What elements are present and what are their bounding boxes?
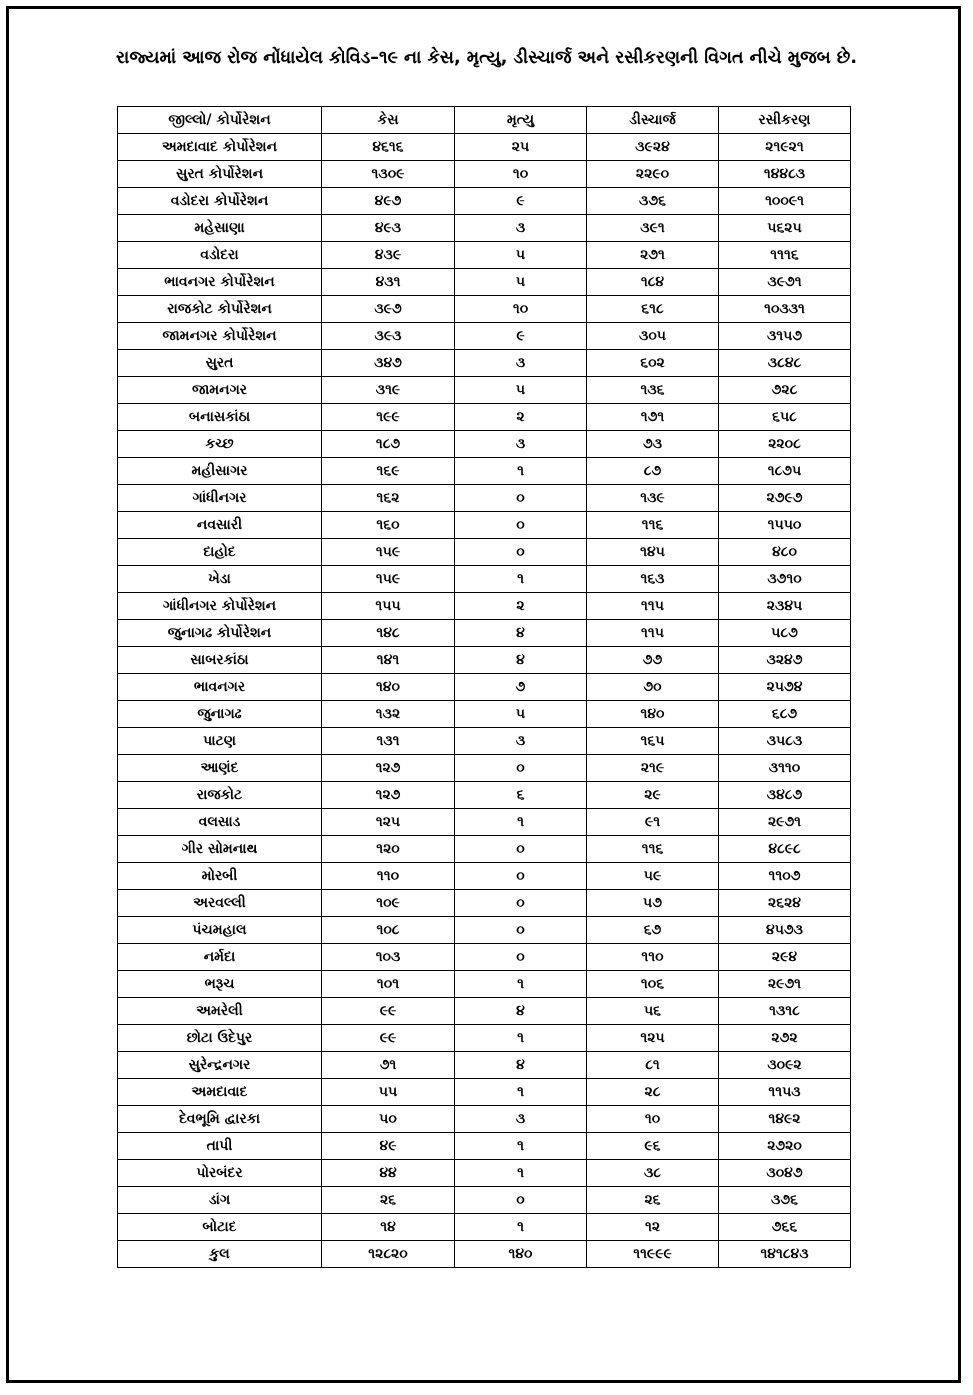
discharge-cell: ૧૧૫ (587, 593, 719, 620)
deaths-cell: ૩ (455, 215, 587, 242)
deaths-cell: ૪ (455, 998, 587, 1025)
deaths-cell: ૩ (455, 350, 587, 377)
cases-cell: ૪૩૯ (322, 242, 455, 269)
vaccination-cell: ૪૮૯૮ (719, 836, 851, 863)
vaccination-cell: ૫૬૨૫ (719, 215, 851, 242)
discharge-cell: ૬૦૨ (587, 350, 719, 377)
table-row (118, 1214, 851, 1241)
vaccination-cell: ૫૮૭ (719, 620, 851, 647)
table-row (118, 1160, 851, 1187)
cases-cell: ૪૬૧૬ (322, 134, 455, 161)
vaccination-cell: ૧૪૪૮૩ (719, 161, 851, 188)
table-row (118, 647, 851, 674)
discharge-cell: ૧૧૬ (587, 512, 719, 539)
discharge-cell: ૧૨૫ (587, 1025, 719, 1052)
vaccination-cell: ૧૮૭૫ (719, 458, 851, 485)
district-cell: સાબરકાંઠા (118, 647, 322, 674)
district-cell: વલસાડ (118, 809, 322, 836)
district-cell: નવસારી (118, 512, 322, 539)
table-row (118, 971, 851, 998)
district-cell: દેવભૂમિ દ્વારકા (118, 1106, 322, 1133)
district-cell: ડાંગ (118, 1187, 322, 1214)
deaths-cell: ૧ (455, 1160, 587, 1187)
vaccination-cell: ૨૬૨૪ (719, 890, 851, 917)
vaccination-cell: ૧૦૩૩૧ (719, 296, 851, 323)
deaths-cell: ૦ (455, 1187, 587, 1214)
discharge-cell: ૩૯૨૪ (587, 134, 719, 161)
district-cell: રાજકોટ (118, 782, 322, 809)
table-row (118, 890, 851, 917)
cases-cell: ૪૯૩ (322, 215, 455, 242)
discharge-cell: ૯૧ (587, 809, 719, 836)
discharge-cell: ૨૭૧ (587, 242, 719, 269)
deaths-cell: ૭ (455, 674, 587, 701)
covid-data-table (117, 106, 851, 1268)
discharge-cell: ૧૧૯૯૯ (587, 1241, 719, 1268)
deaths-cell: ૬ (455, 782, 587, 809)
deaths-cell: ૦ (455, 944, 587, 971)
table-row (118, 1133, 851, 1160)
table-body (118, 134, 851, 1268)
table-row (118, 836, 851, 863)
district-cell: કુલ (118, 1241, 322, 1268)
district-cell: જુનાગઢ (118, 701, 322, 728)
vaccination-cell: ૩૮૪૮ (719, 350, 851, 377)
table-row (118, 809, 851, 836)
cases-cell: ૩૪૭ (322, 350, 455, 377)
district-cell: રાજકોટ કોર્પોરેશન (118, 296, 322, 323)
vaccination-cell: ૪૮૦ (719, 539, 851, 566)
discharge-cell: ૧૦૬ (587, 971, 719, 998)
district-cell: અમદાવાદ કોર્પોરેશન (118, 134, 322, 161)
deaths-cell: ૫ (455, 377, 587, 404)
deaths-cell: ૩ (455, 1106, 587, 1133)
deaths-cell: ૫ (455, 269, 587, 296)
deaths-cell: ૦ (455, 917, 587, 944)
cases-cell: ૪૯ (322, 1133, 455, 1160)
deaths-cell: ૦ (455, 836, 587, 863)
district-cell: ભાવનગર કોર્પોરેશન (118, 269, 322, 296)
district-cell: ભાવનગર (118, 674, 322, 701)
deaths-cell: ૨ (455, 593, 587, 620)
discharge-cell: ૭૩ (587, 431, 719, 458)
table-row (118, 728, 851, 755)
header-district: જીલ્લો/ કોર્પોરેશન (118, 107, 322, 134)
district-cell: અમદાવાદ (118, 1079, 322, 1106)
vaccination-cell: ૨૯૭૧ (719, 809, 851, 836)
deaths-cell: ૦ (455, 512, 587, 539)
deaths-cell: ૧ (455, 1214, 587, 1241)
deaths-cell: ૦ (455, 863, 587, 890)
table-row (118, 269, 851, 296)
table-row (118, 620, 851, 647)
discharge-cell: ૧૧૫ (587, 620, 719, 647)
vaccination-cell: ૩૧૧૦ (719, 755, 851, 782)
vaccination-cell: ૧૦૦૯૧ (719, 188, 851, 215)
cases-cell: ૧૫૫ (322, 593, 455, 620)
district-cell: છોટા ઉદેપુર (118, 1025, 322, 1052)
discharge-cell: ૨૯ (587, 782, 719, 809)
header-vaccination: રસીકરણ (719, 107, 851, 134)
cases-cell: ૧૧૦ (322, 863, 455, 890)
total-row (118, 1241, 851, 1268)
cases-cell: ૧૮૭ (322, 431, 455, 458)
header-discharge: ડીસ્ચાર્જ (587, 107, 719, 134)
discharge-cell: ૧૩૯ (587, 485, 719, 512)
cases-cell: ૧૪ (322, 1214, 455, 1241)
table-row (118, 701, 851, 728)
vaccination-cell: ૨૭૯૭ (719, 485, 851, 512)
cases-cell: ૧૨૭ (322, 755, 455, 782)
header-deaths: મૃત્યુ (455, 107, 587, 134)
cases-cell: ૩૯૩ (322, 323, 455, 350)
cases-cell: ૧૨૫ (322, 809, 455, 836)
table-row (118, 431, 851, 458)
district-cell: જુનાગઢ કોર્પોરેશન (118, 620, 322, 647)
table-row (118, 917, 851, 944)
discharge-cell: ૨૧૯ (587, 755, 719, 782)
table-row (118, 161, 851, 188)
vaccination-cell: ૧૫૫૦ (719, 512, 851, 539)
table-row (118, 458, 851, 485)
deaths-cell: ૨૫ (455, 134, 587, 161)
table-row (118, 377, 851, 404)
discharge-cell: ૧૭૧ (587, 404, 719, 431)
table-row (118, 755, 851, 782)
deaths-cell: ૦ (455, 485, 587, 512)
district-cell: મોરબી (118, 863, 322, 890)
discharge-cell: ૧૩૬ (587, 377, 719, 404)
table-row (118, 566, 851, 593)
table-row (118, 350, 851, 377)
table-row (118, 593, 851, 620)
cases-cell: ૧૨૦ (322, 836, 455, 863)
cases-cell: ૩૯૭ (322, 296, 455, 323)
vaccination-cell: ૩૭૬ (719, 1187, 851, 1214)
vaccination-cell: ૨૭૨ (719, 1025, 851, 1052)
vaccination-cell: ૨૫૭૪ (719, 674, 851, 701)
vaccination-cell: ૧૪૧૮૪૩ (719, 1241, 851, 1268)
table-row (118, 539, 851, 566)
cases-cell: ૧૩૧ (322, 728, 455, 755)
deaths-cell: ૧૦ (455, 296, 587, 323)
table-row (118, 944, 851, 971)
table-row (118, 674, 851, 701)
discharge-cell: ૧૦ (587, 1106, 719, 1133)
vaccination-cell: ૬૮૭ (719, 701, 851, 728)
deaths-cell: ૧ (455, 809, 587, 836)
table-row (118, 1106, 851, 1133)
deaths-cell: ૧ (455, 1025, 587, 1052)
vaccination-cell: ૨૩૪૫ (719, 593, 851, 620)
deaths-cell: ૧ (455, 971, 587, 998)
discharge-cell: ૬૧૮ (587, 296, 719, 323)
discharge-cell: ૧૮૪ (587, 269, 719, 296)
discharge-cell: ૧૧૦ (587, 944, 719, 971)
vaccination-cell: ૨૯૪ (719, 944, 851, 971)
deaths-cell: ૧૦ (455, 161, 587, 188)
district-cell: સુરત (118, 350, 322, 377)
district-cell: પંચમહાલ (118, 917, 322, 944)
table-row (118, 323, 851, 350)
discharge-cell: ૬૭ (587, 917, 719, 944)
vaccination-cell: ૧૪૯૨ (719, 1106, 851, 1133)
discharge-cell: ૩૭૬ (587, 188, 719, 215)
district-cell: વડોદરા કોર્પોરેશન (118, 188, 322, 215)
district-cell: મહીસાગર (118, 458, 322, 485)
deaths-cell: ૯ (455, 188, 587, 215)
cases-cell: ૩૧૯ (322, 377, 455, 404)
cases-cell: ૧૦૯ (322, 890, 455, 917)
table-row (118, 242, 851, 269)
cases-cell: ૧૦૩ (322, 944, 455, 971)
discharge-cell: ૧૪૦ (587, 701, 719, 728)
discharge-cell: ૮૧ (587, 1052, 719, 1079)
table-row (118, 404, 851, 431)
deaths-cell: ૩ (455, 431, 587, 458)
district-cell: ગીર સોમનાથ (118, 836, 322, 863)
vaccination-cell: ૧૧૫૩ (719, 1079, 851, 1106)
discharge-cell: ૫૭ (587, 890, 719, 917)
table-row (118, 485, 851, 512)
document-title: રાજ્યમાં આજ રોજ નોંધાયેલ કોવિડ–૧૯ ના કેસ, મૃત્યુ, ડીસ્ચાર્જ અને રસીકરણની વિગત નીચે મુજબ છે. (116, 48, 857, 68)
district-cell: બનાસકાંઠા (118, 404, 322, 431)
deaths-cell: ૧ (455, 566, 587, 593)
discharge-cell: ૧૪૫ (587, 539, 719, 566)
deaths-cell: ૧ (455, 1133, 587, 1160)
discharge-cell: ૧૨ (587, 1214, 719, 1241)
cases-cell: ૧૫૯ (322, 566, 455, 593)
vaccination-cell: ૧૩૧૮ (719, 998, 851, 1025)
deaths-cell: ૫ (455, 242, 587, 269)
district-cell: દાહોદ (118, 539, 322, 566)
discharge-cell: ૧૬૫ (587, 728, 719, 755)
cases-cell: ૧૬૦ (322, 512, 455, 539)
discharge-cell: ૩૦૫ (587, 323, 719, 350)
discharge-cell: ૨૬ (587, 1187, 719, 1214)
deaths-cell: ૪ (455, 647, 587, 674)
deaths-cell: ૦ (455, 539, 587, 566)
deaths-cell: ૦ (455, 890, 587, 917)
deaths-cell: ૧ (455, 458, 587, 485)
cases-cell: ૧૨૮૨૦ (322, 1241, 455, 1268)
deaths-cell: ૦ (455, 755, 587, 782)
discharge-cell: ૮૭ (587, 458, 719, 485)
cases-cell: ૧૬૯ (322, 458, 455, 485)
district-cell: વડોદરા (118, 242, 322, 269)
vaccination-cell: ૨૭૨૦ (719, 1133, 851, 1160)
district-cell: આણંદ (118, 755, 322, 782)
cases-cell: ૧૨૭ (322, 782, 455, 809)
table-row (118, 188, 851, 215)
district-cell: જામનગર (118, 377, 322, 404)
header-cases: કેસ (322, 107, 455, 134)
district-cell: સુરત કોર્પોરેશન (118, 161, 322, 188)
cases-cell: ૧૯૯ (322, 404, 455, 431)
cases-cell: ૯૯ (322, 998, 455, 1025)
vaccination-cell: ૩૪૮૭ (719, 782, 851, 809)
vaccination-cell: ૩૭૧૦ (719, 566, 851, 593)
cases-cell: ૧૦૧ (322, 971, 455, 998)
vaccination-cell: ૨૨૦૮ (719, 431, 851, 458)
discharge-cell: ૧૬૩ (587, 566, 719, 593)
cases-cell: ૨૬ (322, 1187, 455, 1214)
discharge-cell: ૧૧૬ (587, 836, 719, 863)
table-row (118, 296, 851, 323)
discharge-cell: ૫૬ (587, 998, 719, 1025)
vaccination-cell: ૧૧૧૬ (719, 242, 851, 269)
district-cell: ભરૂચ (118, 971, 322, 998)
district-cell: અરવલ્લી (118, 890, 322, 917)
table-row (118, 1187, 851, 1214)
district-cell: ખેડા (118, 566, 322, 593)
cases-cell: ૧૪૦ (322, 674, 455, 701)
cases-cell: ૧૪૧ (322, 647, 455, 674)
table-row (118, 1079, 851, 1106)
cases-cell: ૧૩૨ (322, 701, 455, 728)
vaccination-cell: ૭૨૮ (719, 377, 851, 404)
vaccination-cell: ૩૫૮૩ (719, 728, 851, 755)
discharge-cell: ૨૨૯૦ (587, 161, 719, 188)
vaccination-cell: ૧૧૦૭ (719, 863, 851, 890)
district-cell: સુરેન્દ્રનગર (118, 1052, 322, 1079)
deaths-cell: ૧ (455, 1079, 587, 1106)
deaths-cell: ૫ (455, 701, 587, 728)
district-cell: અમરેલી (118, 998, 322, 1025)
deaths-cell: ૧૪૦ (455, 1241, 587, 1268)
discharge-cell: ૩૮ (587, 1160, 719, 1187)
discharge-cell: ૭૦ (587, 674, 719, 701)
cases-cell: ૧૪૮ (322, 620, 455, 647)
discharge-cell: ૭૭ (587, 647, 719, 674)
vaccination-cell: ૨૧૯૨૧ (719, 134, 851, 161)
deaths-cell: ૩ (455, 728, 587, 755)
discharge-cell: ૯૬ (587, 1133, 719, 1160)
table-row (118, 512, 851, 539)
cases-cell: ૪૯૭ (322, 188, 455, 215)
discharge-cell: ૨૮ (587, 1079, 719, 1106)
district-cell: જામનગર કોર્પોરેશન (118, 323, 322, 350)
table-row (118, 1025, 851, 1052)
vaccination-cell: ૪૫૭૩ (719, 917, 851, 944)
cases-cell: ૪૪ (322, 1160, 455, 1187)
cases-cell: ૧૬૨ (322, 485, 455, 512)
table-row (118, 863, 851, 890)
district-cell: ગાંધીનગર (118, 485, 322, 512)
cases-cell: ૧૦૮ (322, 917, 455, 944)
vaccination-cell: ૭૬૬ (719, 1214, 851, 1241)
deaths-cell: ૪ (455, 620, 587, 647)
district-cell: ગાંધીનગર કોર્પોરેશન (118, 593, 322, 620)
table-row (118, 782, 851, 809)
vaccination-cell: ૩૦૯૨ (719, 1052, 851, 1079)
district-cell: નર્મદા (118, 944, 322, 971)
cases-cell: ૧૫૯ (322, 539, 455, 566)
cases-cell: ૧૩૦૯ (322, 161, 455, 188)
district-cell: મહેસાણા (118, 215, 322, 242)
cases-cell: ૪૩૧ (322, 269, 455, 296)
vaccination-cell: ૨૯૭૧ (719, 971, 851, 998)
vaccination-cell: ૩૨૪૭ (719, 647, 851, 674)
district-cell: કચ્છ (118, 431, 322, 458)
deaths-cell: ૯ (455, 323, 587, 350)
discharge-cell: ૩૯૧ (587, 215, 719, 242)
header-row (118, 107, 851, 134)
district-cell: પાટણ (118, 728, 322, 755)
vaccination-cell: ૬૫૮ (719, 404, 851, 431)
vaccination-cell: ૩૧૫૭ (719, 323, 851, 350)
vaccination-cell: ૩૦૪૭ (719, 1160, 851, 1187)
cases-cell: ૭૧ (322, 1052, 455, 1079)
cases-cell: ૫૦ (322, 1106, 455, 1133)
district-cell: પોરબંદર (118, 1160, 322, 1187)
table-row (118, 1052, 851, 1079)
deaths-cell: ૨ (455, 404, 587, 431)
table-row (118, 215, 851, 242)
discharge-cell: ૫૯ (587, 863, 719, 890)
district-cell: તાપી (118, 1133, 322, 1160)
cases-cell: ૫૫ (322, 1079, 455, 1106)
vaccination-cell: ૩૯૭૧ (719, 269, 851, 296)
table-row (118, 998, 851, 1025)
cases-cell: ૯૯ (322, 1025, 455, 1052)
district-cell: બોટાદ (118, 1214, 322, 1241)
deaths-cell: ૪ (455, 1052, 587, 1079)
table-row (118, 134, 851, 161)
